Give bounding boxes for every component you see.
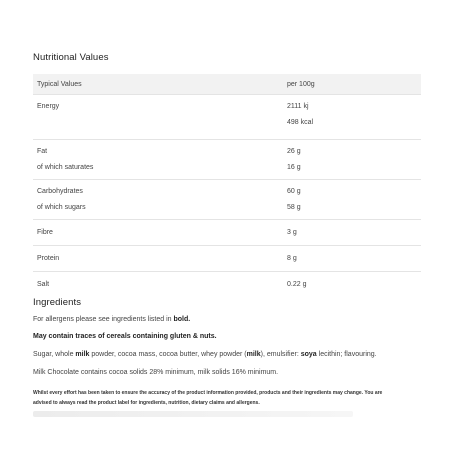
table-row-energy [33,95,421,140]
row-label: Carbohydrates [37,188,83,195]
ingredient-text: Sugar, whole [33,351,76,358]
row-label: Protein [37,255,60,262]
row-value: 60 g [287,188,301,195]
ingredient-allergen: soya [300,351,317,358]
allergen-note [33,316,190,323]
disclaimer-line-1: Whilst every effort has been taken to ensure the accuracy of the product information provided, products and their ingredients may change. You are [33,390,383,396]
row-label: Fibre [37,229,53,236]
table-row-protein [33,246,421,272]
row-value: 2111 kj [287,103,309,110]
row-value: 16 g [287,164,301,171]
row-label: Salt [37,281,50,288]
row-value: 8 g [287,255,297,262]
ingredients-section-title: Ingredients [33,297,82,308]
table-row-fat [33,140,421,180]
row-label: Energy [37,103,60,110]
faded-text-placeholder [33,411,353,417]
row-value: 26 g [287,148,301,155]
ingredient-allergen: milk [246,351,261,358]
ingredient-text: lecithin; flavouring. [316,351,377,358]
ingredient-text: powder, cocoa mass, cocoa butter, whey powder ( [89,351,247,358]
ingredient-allergen: milk [75,351,90,358]
table-row-salt [33,272,421,298]
header-typical-values: Typical Values [37,81,82,88]
nutrition-table [33,74,421,298]
nutrition-section-title: Nutritional Values [33,52,109,63]
row-label: of which sugars [37,204,86,211]
allergen-note-bold: bold. [173,316,191,323]
row-value: 58 g [287,204,301,211]
row-value: 498 kcal [287,119,314,126]
row-value: 3 g [287,229,297,236]
table-row-fibre [33,220,421,246]
header-per-100g: per 100g [287,81,315,88]
nutrition-table-header [33,74,421,95]
milk-chocolate-note: Milk Chocolate contains cocoa solids 28% minimum, milk solids 16% minimum. [33,369,279,376]
row-label: of which saturates [37,164,94,171]
row-value: 0.22 g [287,281,307,288]
traces-warning: May contain traces of cereals containing gluten & nuts. [33,333,217,340]
disclaimer-line-2: advised to always read the product label for ingredients, nutrition, dietary claims and allergens. [33,400,260,406]
ingredients-list [33,351,377,358]
table-row-carbohydrates [33,180,421,220]
allergen-note-text: For allergens please see ingredients listed in [33,316,174,323]
ingredient-text: ), emulsifier: [260,351,301,358]
row-label: Fat [37,148,48,155]
